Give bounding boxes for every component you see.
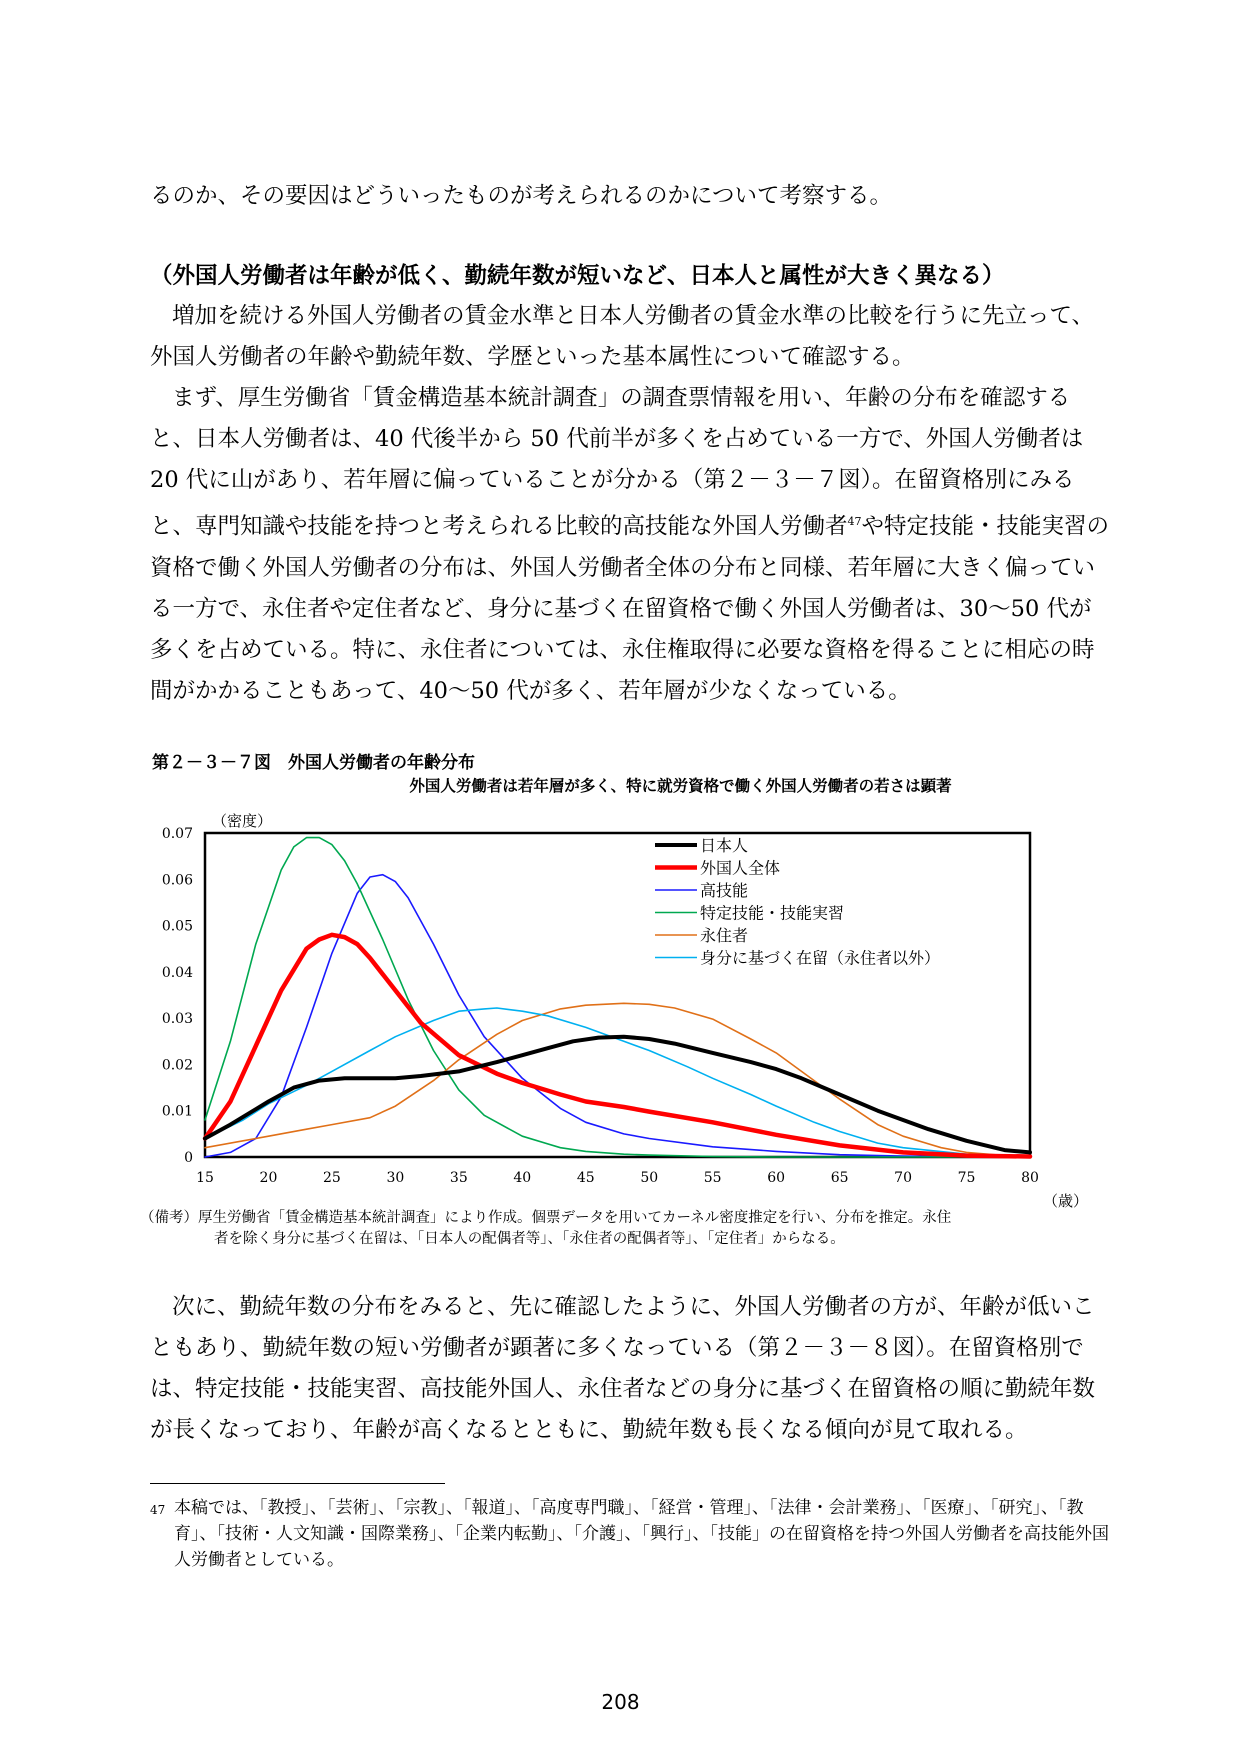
y-tick-label: 0.05 [161, 918, 193, 935]
section-heading: （外国人労働者は年齢が低く、勤続年数が短いなど、日本人と属性が大きく異なる） [150, 263, 1005, 289]
x-tick-label: 50 [640, 1170, 659, 1186]
x-tick-label: 25 [323, 1170, 341, 1186]
y-tick-label: 0 [184, 1150, 193, 1166]
footnote-reference: 47 [847, 515, 862, 528]
x-tick-label: 40 [513, 1170, 532, 1186]
body-text-2 [150, 1287, 1110, 1451]
paragraph-2-part-2: や特定技能・技能実習の資格で働く外国人労働者の分布は、外国人労働者全体の分布と同様、若年層に大きく偏っている一方で、永住者や定住者など、身分に基づく在留資格で働く外国人労働者は、30～50 代が多くを占めている。特に、永住者については、永住権取得に必要な資格を得ることに相応の時間がかかることもあって、40～50 代が多く、若年層が少なくなっている。 [150, 513, 1110, 704]
x-tick-label: 80 [1021, 1170, 1039, 1186]
intro-line: るのか、その要因はどういったものが考えられるのかについて考察する。 [150, 183, 893, 209]
figure-notes [140, 1208, 1100, 1250]
page-number: 208 [601, 1690, 640, 1714]
y-tick-label: 0.04 [161, 964, 193, 981]
figure-title: 第２－３－７図 外国人労働者の年齢分布 [152, 753, 475, 773]
figure-subtitle: 外国人労働者は若年層が多く、特に就労資格で働く外国人労働者の若さは顕著 [409, 777, 952, 795]
x-axis-label: （歳） [1043, 1192, 1089, 1210]
paragraph-3: 次に、勤続年数の分布をみると、先に確認したように、外国人労働者の方が、年齢が低いこともあり、勤続年数の短い労働者が顕著に多くなっている（第２－３－８図）。在留資格別では、特定技能・技能実習、高技能外国人、永住者などの身分に基づく在留資格の順に勤続年数が長くなっており、年齢が高くなるとともに、勤続年数も長くなる傾向が見て取れる。 [150, 1294, 1096, 1443]
x-tick-label: 45 [576, 1170, 595, 1186]
series-line [205, 875, 1030, 1157]
x-tick-label: 55 [703, 1170, 722, 1186]
notes-line-1: （備考）厚生労働省「賃金構造基本統計調査」により作成。個票データを用いてカーネル密度推定を行い、分布を推定。永住 [140, 1210, 952, 1226]
notes-line-2: 者を除く身分に基づく在留は、「日本人の配偶者等」、「永住者の配偶者等」、「定住者」からなる。 [214, 1231, 845, 1247]
y-axis-label: （密度） [212, 812, 273, 830]
legend-entry: 身分に基づく在留（永住者以外） [700, 948, 941, 968]
x-tick-label: 20 [259, 1170, 278, 1186]
x-tick-label: 75 [957, 1170, 976, 1186]
series-line [205, 1037, 1030, 1153]
x-tick-label: 60 [767, 1170, 786, 1186]
legend-entry: 外国人全体 [700, 858, 781, 878]
y-tick-label: 0.01 [161, 1103, 193, 1120]
legend-entry: 高技能 [700, 881, 749, 900]
series-line [205, 1008, 1030, 1156]
x-tick-label: 30 [386, 1170, 405, 1186]
legend-entry: 永住者 [700, 926, 749, 945]
x-tick-label: 35 [449, 1170, 468, 1186]
legend-entry: 特定技能・技能実習 [700, 903, 845, 923]
paragraph-1: 増加を続ける外国人労働者の賃金水準と日本人労働者の賃金水準の比較を行うに先立って、外国人労働者の年齢や勤続年数、学歴といった基本属性について確認する。 [150, 303, 1095, 370]
paragraph-2-part-1: まず、厚生労働省「賃金構造基本統計調査」の調査票情報を用い、年齢の分布を確認すると、日本人労働者は、40 代後半から 50 代前半が多くを占めている一方で、外国人労働者は 20 代に山があり、若年層に偏っていることが分かる（第２－３－７図）。在留資格別にみると、専門知識や技能を持つと考えられる比較的高技能な外国人労働者 [150, 385, 1084, 540]
x-tick-label: 70 [894, 1170, 912, 1186]
y-tick-label: 0.07 [161, 826, 193, 842]
legend-entry: 日本人 [700, 836, 749, 855]
y-tick-label: 0.03 [161, 1011, 193, 1028]
y-tick-label: 0.06 [161, 872, 193, 889]
footnote-text: 本稿では、「教授」、「芸術」、「宗教」、「報道」、「高度専門職」、「経営・管理」、「法律・会計業務」、「医療」、「研究」、「教育」、「技術・人文知識・国際業務」、「企業内転勤」、「介護」、「興行」、「技能」の在留資格を持つ外国人労働者を高技能外国人労働者としている。 [174, 1498, 1109, 1570]
series-line [205, 838, 1030, 1157]
footnote-divider [150, 1483, 445, 1484]
y-tick-label: 0.02 [161, 1057, 193, 1074]
footnote-number: 47 [150, 1503, 166, 1517]
x-tick-label: 15 [196, 1170, 214, 1186]
x-tick-label: 65 [830, 1170, 849, 1186]
plot-frame [205, 833, 1030, 1157]
footnote [150, 1495, 1110, 1573]
